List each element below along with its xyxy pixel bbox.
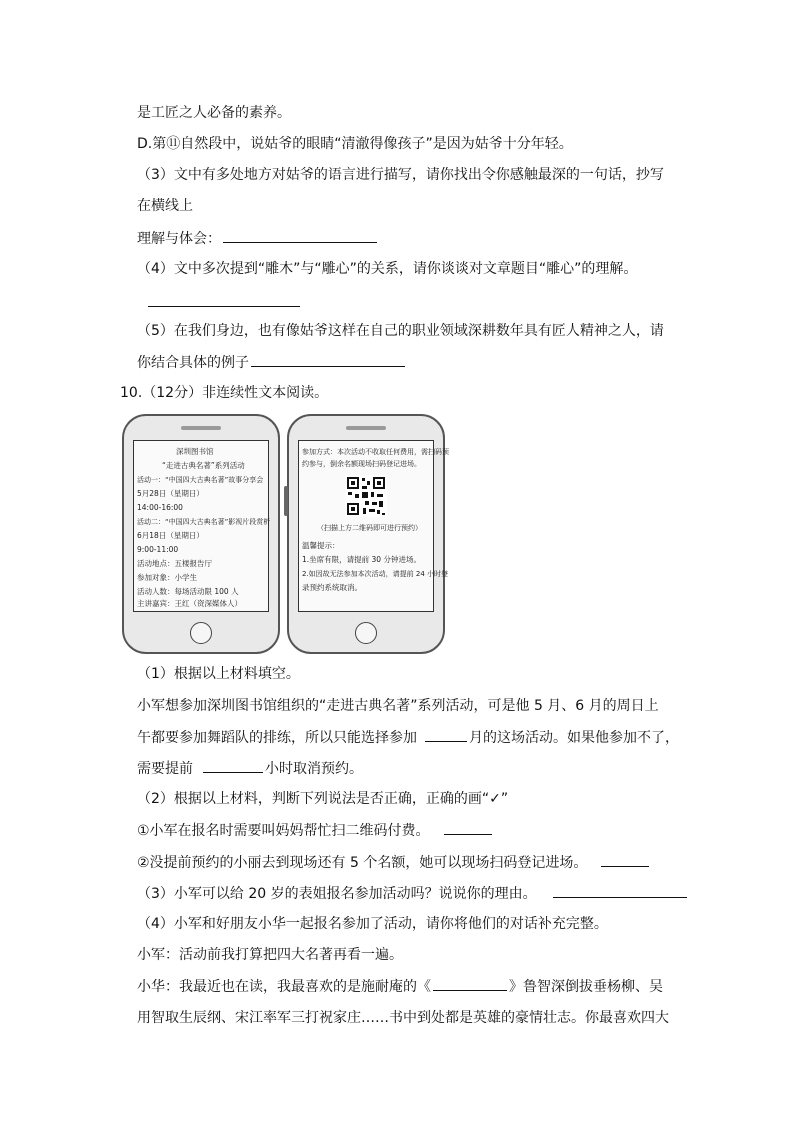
judgment-blank[interactable] bbox=[444, 820, 492, 835]
answer-blank[interactable] bbox=[148, 292, 300, 307]
dialogue-3: 用智取生辰纲、宋江率军三打祝家庄……书中到处都是英雄的豪情壮志。你最喜欢四大 bbox=[137, 1010, 669, 1026]
text-segment: ①小军在报名时需要叫妈妈帮忙扫二维码付费。 bbox=[137, 823, 430, 839]
question-10-heading: 10.（12分）非连续性文本阅读。 bbox=[120, 385, 329, 401]
question-3: （3）文中有多处地方对姑爷的语言进行描写，请你找出令你感触最深的一句话，抄写 bbox=[137, 167, 664, 183]
example-line bbox=[137, 352, 407, 373]
phone-left bbox=[122, 414, 280, 654]
tip-1: 1.坐席有限，请提前 30 分钟进场。 bbox=[302, 555, 421, 564]
understanding-text: 理解与体会： bbox=[137, 231, 221, 247]
text-line: 是工匠之人必备的素养。 bbox=[137, 105, 291, 121]
text-segment: 月的这场活动。如果他参加不了， bbox=[469, 730, 679, 746]
join-method-2: 约参与，倒余名额现场扫码登记进场。 bbox=[302, 460, 421, 468]
text-segment: 》鲁智深倒拔垂杨柳、吴 bbox=[509, 979, 663, 995]
activity-1: 活动一：“中国四大古典名著”故事分享会 bbox=[137, 476, 264, 484]
series-title: “走进古典名著”系列活动 bbox=[162, 461, 245, 470]
scan-hint: （扫描上方二维码即可进行预约） bbox=[317, 524, 422, 532]
question-1-text: 小军想参加深圳图书馆组织的“走进古典名著”系列活动，可是他 5 月、6 月的周日上 bbox=[137, 698, 659, 714]
activity-1-date: 5月28日（星期日） bbox=[137, 489, 204, 498]
example-text: 你结合具体的例子 bbox=[137, 355, 249, 371]
library-title: 深圳图书馆 bbox=[176, 447, 214, 456]
speaker-icon bbox=[346, 426, 386, 430]
activity-2-date: 6月18日（星期日） bbox=[137, 531, 204, 540]
activity-2: 活动二：“中国四大古典名著”影视片段赏析 bbox=[137, 518, 271, 526]
hours-blank[interactable] bbox=[203, 758, 263, 773]
phone-right bbox=[287, 414, 449, 654]
answer-blank[interactable] bbox=[251, 352, 405, 367]
month-blank[interactable] bbox=[425, 727, 467, 742]
text-segment: 午都要参加舞蹈队的排练，所以只能选择参加 bbox=[137, 730, 417, 746]
option-d: D.第⑪自然段中，说姑爷的眼睛“清澈得像孩子”是因为姑爷十分年轻。 bbox=[137, 136, 573, 152]
join-method-1: 参加方式：本次活动不收取任何费用，需扫码预 bbox=[302, 448, 449, 456]
question-1: （1）根据以上材料填空。 bbox=[137, 666, 300, 682]
answer-blank[interactable] bbox=[553, 883, 687, 898]
question-4: （4）文中多次提到“雕木”与“雕心”的关系，请你谈谈对文章题目“雕心”的理解。 bbox=[137, 261, 638, 277]
text-segment: ②没提前预约的小丽去到现场还有 5 个名额，她可以现场扫码登记进场。 bbox=[137, 855, 588, 871]
tip-2: 2.如因故无法参加本次活动，请提前 24 小时登 bbox=[302, 570, 449, 578]
book-title-blank[interactable] bbox=[433, 976, 507, 991]
home-button-icon bbox=[190, 622, 212, 644]
phone-left-screen bbox=[133, 440, 269, 612]
dialogue-2 bbox=[137, 976, 663, 997]
activity-1-time: 14:00-16:00 bbox=[137, 503, 183, 512]
activity-capacity: 活动人数：每场活动限 100 人 bbox=[137, 587, 239, 596]
question-2-a bbox=[137, 820, 494, 841]
question-5: （5）在我们身边，也有像姑爷这样在自己的职业领域深耕数年具有匠人精神之人，请 bbox=[137, 323, 664, 339]
activity-2-time: 9:00-11:00 bbox=[137, 545, 179, 554]
qr-code-icon[interactable] bbox=[345, 475, 387, 517]
understanding-label bbox=[137, 228, 379, 249]
question-1-line-2 bbox=[137, 727, 679, 748]
judgment-blank[interactable] bbox=[601, 852, 649, 867]
text-segment: （3）小军可以给 20 岁的表姐报名参加活动吗？说说你的理由。 bbox=[137, 886, 537, 902]
tips-heading: 温馨提示： bbox=[302, 541, 340, 550]
question-2: （2）根据以上材料，判断下列说法是否正确，正确的画“✓” bbox=[137, 791, 509, 807]
text-segment: 小时取消预约。 bbox=[265, 761, 363, 777]
text-segment: 小华：我最近也在读，我最喜欢的是施耐庵的《 bbox=[137, 979, 431, 995]
question-1-line-3 bbox=[137, 758, 363, 779]
question-4-b: （4）小军和好朋友小华一起报名参加了活动，请你将他们的对话补充完整。 bbox=[137, 916, 608, 932]
home-button-icon bbox=[355, 622, 377, 644]
question-2-b bbox=[137, 852, 651, 873]
question-3-b bbox=[137, 883, 689, 904]
activity-guest: 主讲嘉宾：王红（资深媒体人） bbox=[137, 599, 242, 608]
text-line: 在横线上 bbox=[137, 198, 193, 214]
speaker-icon bbox=[181, 426, 221, 430]
phone-right-screen bbox=[298, 440, 449, 612]
dialogue-1: 小军：活动前我打算把四大名著再看一遍。 bbox=[137, 947, 403, 963]
activity-audience: 参加对象：小学生 bbox=[137, 573, 197, 582]
tip-3: 录预约系统取消。 bbox=[302, 583, 362, 592]
text-segment: 需要提前 bbox=[137, 761, 193, 777]
answer-blank[interactable] bbox=[223, 228, 377, 243]
side-button-icon bbox=[284, 486, 288, 516]
activity-place: 活动地点：五楼报告厅 bbox=[137, 559, 212, 568]
